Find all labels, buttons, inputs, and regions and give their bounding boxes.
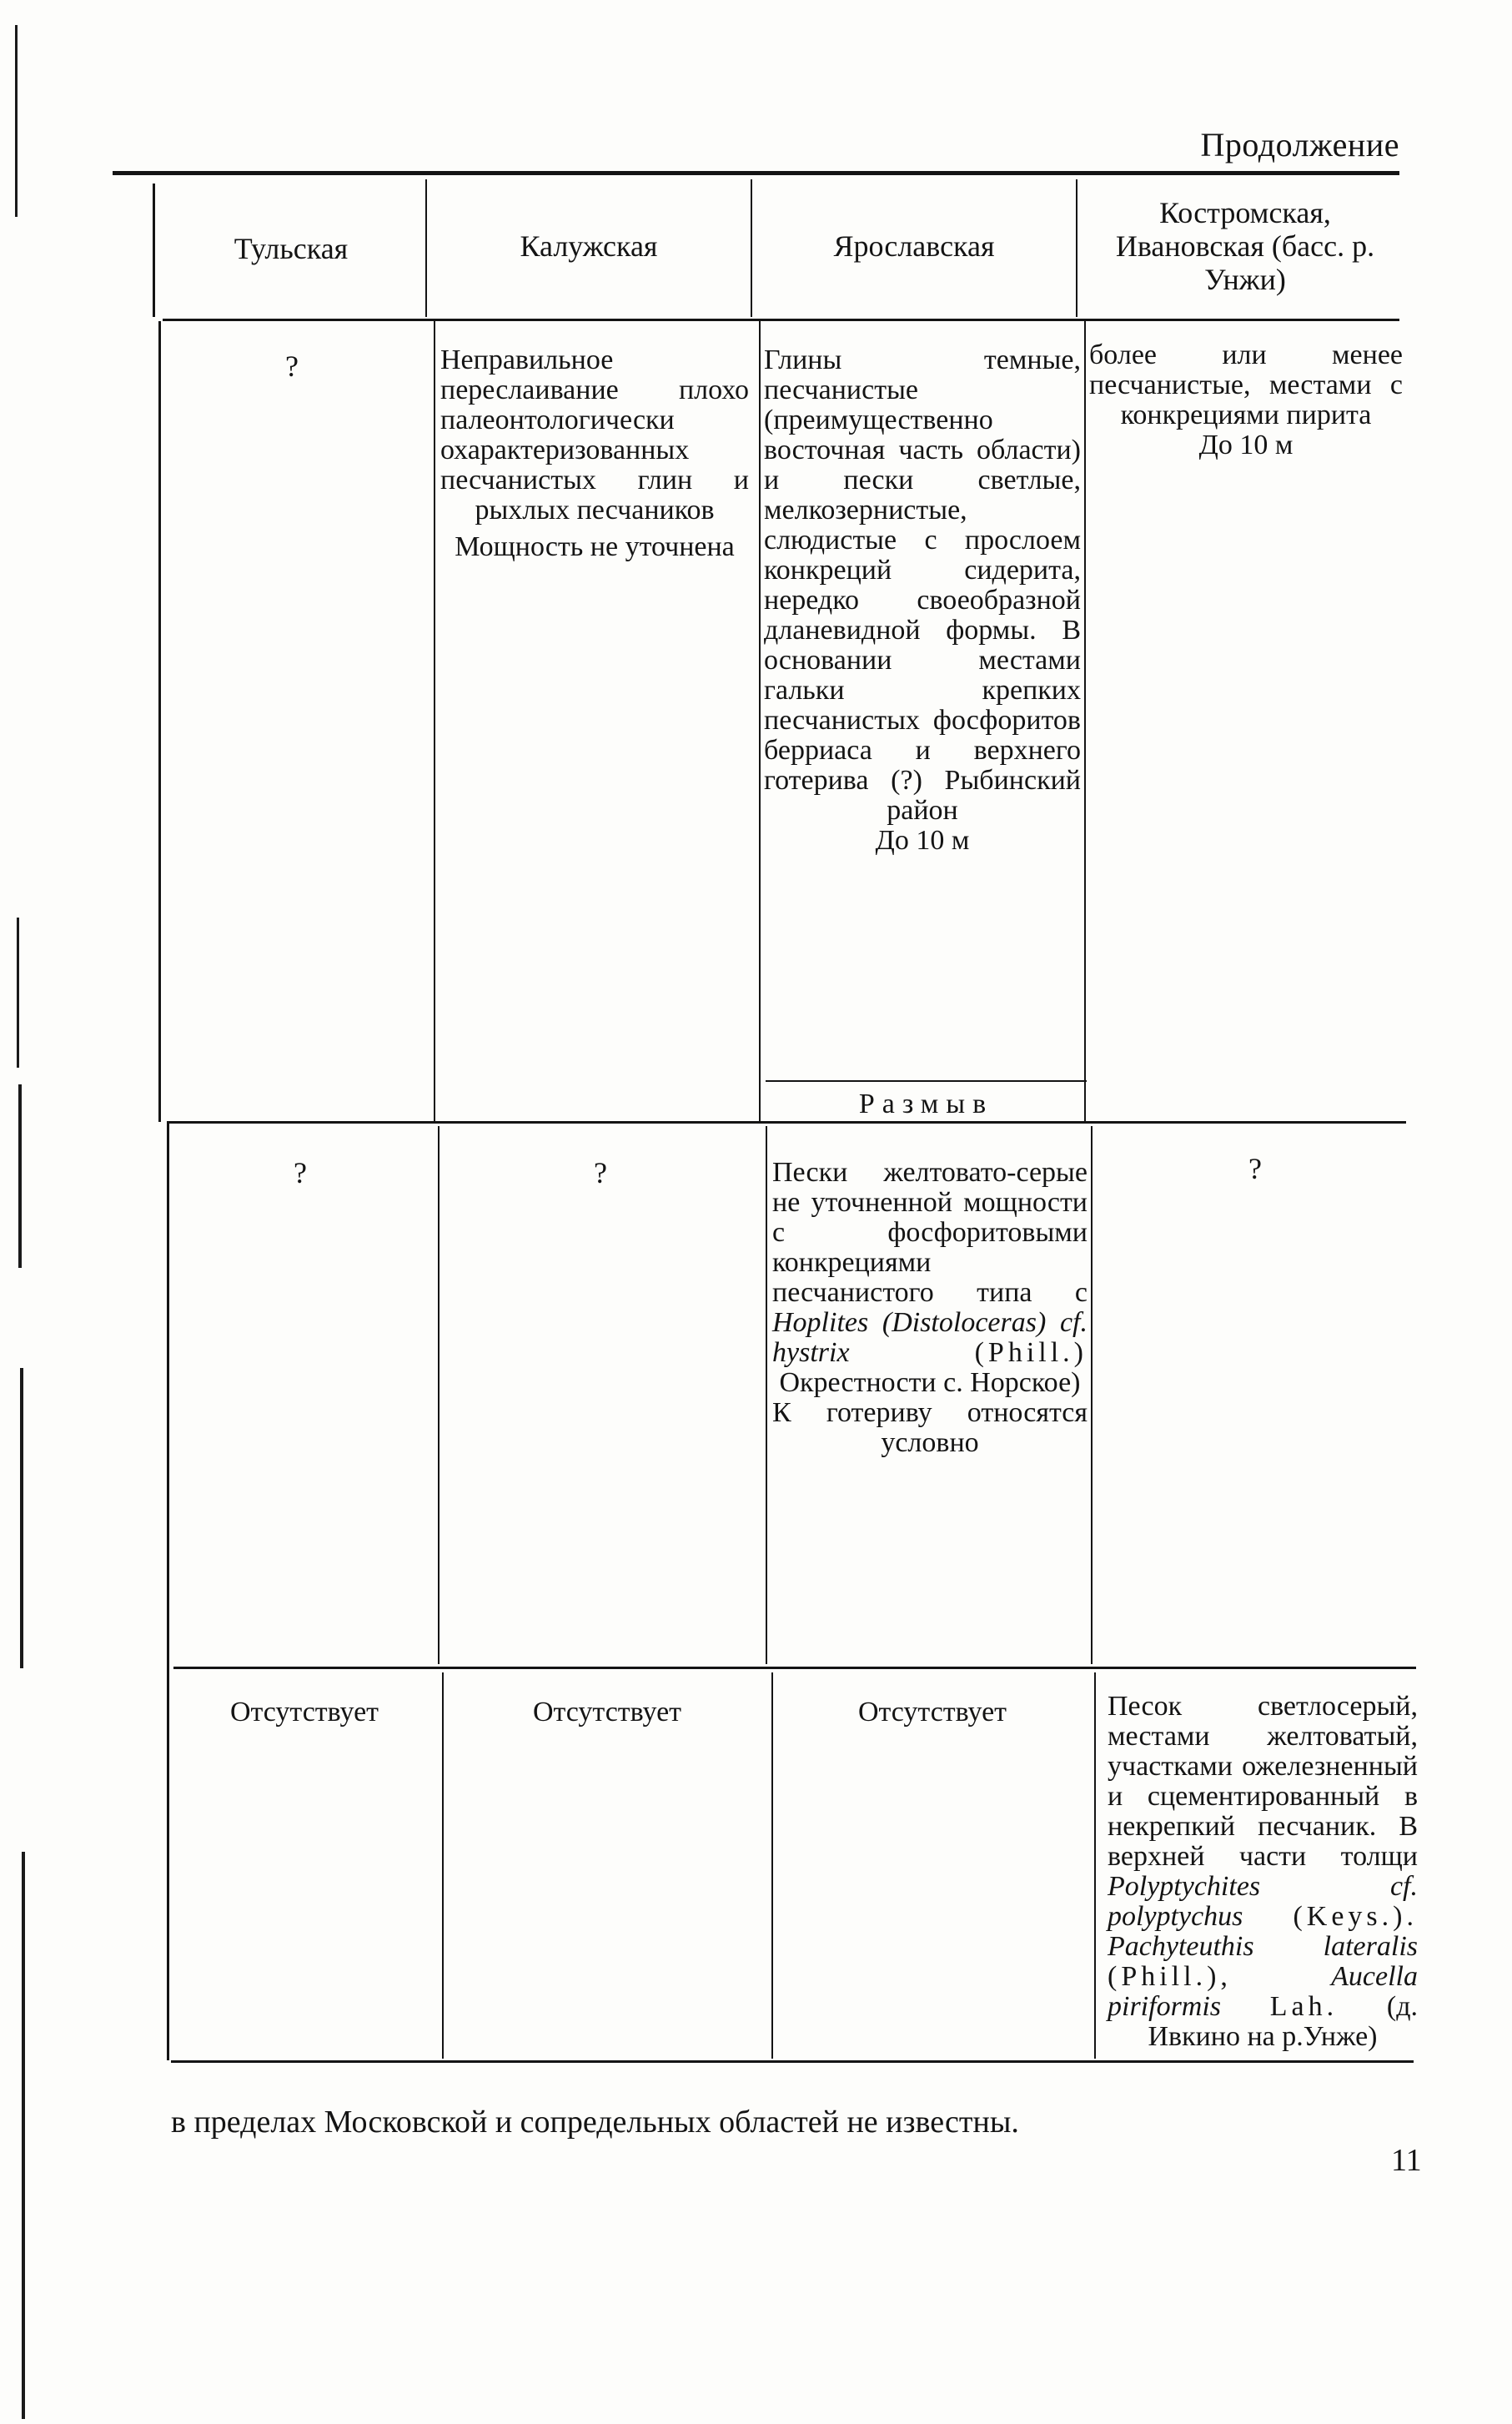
kostroma-row3-taxon-2: Pachyteuthis lateralis — [1108, 1931, 1418, 1962]
kostroma-row3-locality: (д. Ивкино на р.Унже) — [1148, 1991, 1418, 2052]
kostroma-thickness: До 10 м — [1198, 430, 1293, 460]
yaroslavl-row2-note: К готериву относятся условно — [772, 1397, 1088, 1458]
yaroslavl-thickness: До 10 м — [875, 825, 970, 856]
kostroma-row3-author-3: Lah. — [1269, 1991, 1339, 2022]
yaroslavl-description: Глины темные, песчанистые (преимущественно восточная часть области) и пески светлые, мелкозернистые, слюдистые с прослоем конкреций сидерита, нередко своеобразной дланевидной формы. В основании местами гальки крепких песчанистых фосфоритов берриаса и верхнего готерива (?) Рыбинский район — [764, 344, 1081, 826]
column-divider — [759, 321, 761, 1122]
scan-margin-mark — [18, 1084, 22, 1268]
row1-bottom-rule — [167, 1121, 1406, 1124]
header-tula: Тульская — [234, 231, 349, 265]
yaroslavl-row2-author: (Phill.) — [974, 1337, 1088, 1368]
column-divider — [1084, 321, 1086, 1122]
scan-margin-mark — [15, 25, 18, 217]
yaroslavl-row2-taxon: Hoplites (Distoloceras) cf. hystrix — [772, 1307, 1088, 1368]
column-divider — [1094, 1672, 1096, 2059]
header-yaroslavl: Ярославская — [833, 229, 995, 263]
table-footnote: в пределах Московской и сопредельных областей не известны. — [171, 2105, 1019, 2140]
kaluga-description: Неправильное переслаивание плохо палеонтологически охарактеризованных песчанистых глин и рыхлых песчаников — [440, 344, 749, 526]
kostroma-row3-description — [1108, 1692, 1418, 2052]
kostroma-description: более или менее песчанистые, местами с конкрециями пирита — [1089, 339, 1403, 430]
yaroslavl-row2-text: Пески желтовато-серые не уточненной мощности с фосфоритовыми конкрециями песчанистого типа с — [772, 1157, 1088, 1308]
table-left-rule — [167, 1122, 169, 2060]
column-divider — [771, 1672, 773, 2059]
scan-margin-mark — [20, 1368, 23, 1668]
header-kaluga: Калужская — [520, 229, 658, 263]
table-left-rule — [153, 184, 155, 317]
kostroma-row3-author-2: (Phill.), — [1108, 1961, 1232, 1992]
row2-kostroma-cell: ? — [1248, 1152, 1262, 1185]
header-bottom-rule — [163, 319, 1399, 321]
page-number: 11 — [1391, 2143, 1422, 2178]
table-bottom-rule — [171, 2060, 1414, 2063]
row1-tula-cell: ? — [285, 350, 299, 383]
kostroma-row3-taxon-1: Polyptychites cf. polyptychus — [1108, 1871, 1418, 1932]
kaluga-thickness: Мощность не уточнена — [455, 531, 735, 562]
kostroma-row3-taxon-3: Aucella piriformis — [1108, 1961, 1418, 2022]
column-divider — [766, 1126, 767, 1664]
yaroslavl-row2-description — [772, 1158, 1088, 1398]
row2-tula-cell: ? — [294, 1156, 307, 1189]
razmyv-rule — [766, 1080, 1087, 1082]
erosion-label: Размыв — [858, 1089, 994, 1119]
header-kostroma: Костромская, Ивановская (басс. р. Унжи) — [1115, 196, 1375, 296]
row3-kaluga-cell: Отсутствует — [532, 1697, 682, 1727]
column-divider — [434, 321, 435, 1122]
row2-kaluga-cell: ? — [594, 1156, 607, 1189]
row1-yaroslavl-cell — [764, 345, 1081, 862]
column-divider — [1091, 1126, 1093, 1664]
row2-yaroslavl-cell — [772, 1158, 1088, 1465]
row1-kostroma-cell — [1089, 340, 1403, 467]
row2-bottom-rule — [173, 1667, 1416, 1669]
column-divider — [438, 1126, 440, 1664]
yaroslavl-row2-locality: Окрестности с. Норское) — [779, 1367, 1081, 1398]
row3-kostroma-cell — [1108, 1692, 1418, 2052]
scan-margin-mark — [22, 1852, 25, 2419]
scan-margin-mark — [17, 918, 19, 1068]
row3-yaroslavl-cell: Отсутствует — [857, 1697, 1007, 1727]
table-top-rule — [113, 171, 1399, 175]
column-divider — [442, 1672, 444, 2059]
column-divider — [1076, 179, 1077, 317]
row1-kaluga-cell — [440, 345, 749, 569]
column-divider — [425, 179, 427, 317]
row3-tula-cell: Отсутствует — [229, 1697, 379, 1727]
table-left-rule — [158, 321, 161, 1122]
kostroma-row3-author-1: (Keys.). — [1293, 1901, 1418, 1932]
column-divider — [751, 179, 752, 317]
continuation-label: Продолжение — [1200, 126, 1399, 163]
kostroma-row3-text: Песок светлосерый, местами желтоватый, участками ожелезненный и сцементированный в некрепкий песчаник. В верхней части толщи — [1108, 1691, 1418, 1872]
